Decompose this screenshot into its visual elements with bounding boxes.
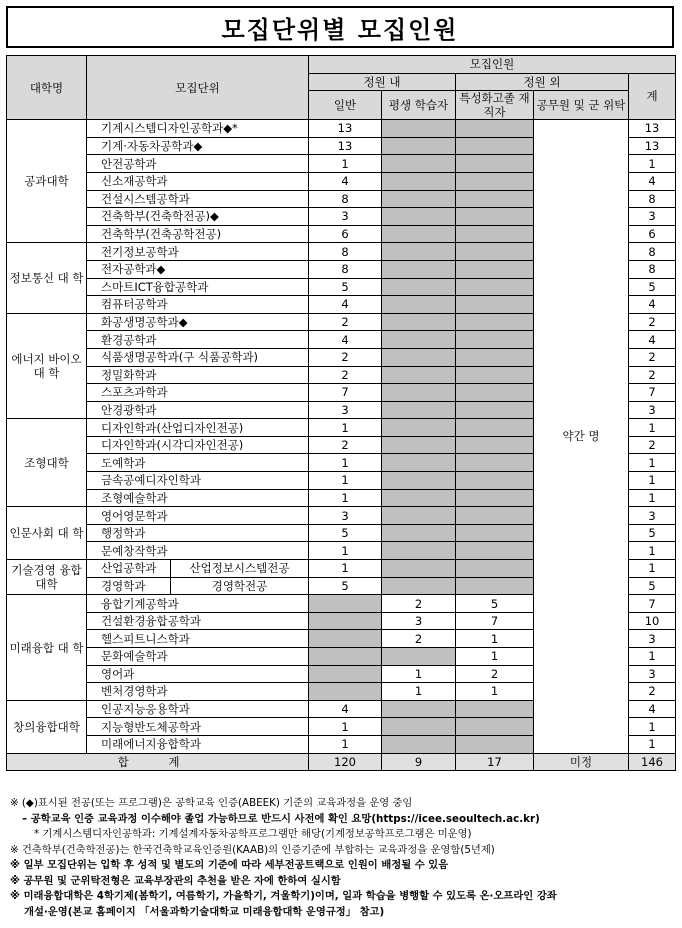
cell-general: 13 (309, 137, 382, 155)
cell-special: 2 (456, 665, 534, 683)
notes (10, 796, 676, 920)
cell-lifelong (382, 735, 456, 753)
cell-total: 1 (629, 489, 676, 507)
cell-special: 5 (456, 595, 534, 613)
cell-general: 4 (309, 700, 382, 718)
cell-total: 1 (629, 560, 676, 578)
cell-special (456, 313, 534, 331)
cell-general: 8 (309, 243, 382, 261)
header-outside: 정원 외 (456, 73, 629, 91)
univ-name: 기술경영 융합대학 (7, 560, 87, 595)
cell-special (456, 735, 534, 753)
cell-total: 3 (629, 665, 676, 683)
cell-lifelong (382, 419, 456, 437)
cell-special (456, 524, 534, 542)
dept-name: 융합기계공학과 (87, 595, 309, 613)
cell-general: 5 (309, 278, 382, 296)
cell-special (456, 278, 534, 296)
cell-special (456, 436, 534, 454)
dept-name: 건설시스템공학과 (87, 190, 309, 208)
dept-name: 미래에너지융합학과 (87, 735, 309, 753)
total-label: 합 계 (7, 753, 309, 771)
univ-name: 미래융합 대 학 (7, 595, 87, 701)
cell-lifelong (382, 348, 456, 366)
header-recruit: 모집인원 (309, 56, 676, 74)
cell-general: 1 (309, 542, 382, 560)
header-special: 특성화고졸 재직자 (456, 91, 534, 120)
cell-total: 3 (629, 507, 676, 525)
cell-total: 8 (629, 260, 676, 278)
cell-general (309, 683, 382, 701)
cell-lifelong (382, 524, 456, 542)
cell-special (456, 120, 534, 138)
cell-total: 7 (629, 384, 676, 402)
dept-name: 환경공학과 (87, 331, 309, 349)
cell-lifelong (382, 137, 456, 155)
dept-name: 건설환경융합공학과 (87, 612, 309, 630)
cell-lifelong (382, 331, 456, 349)
total-general: 120 (309, 753, 382, 771)
cell-lifelong (382, 577, 456, 595)
cell-special (456, 507, 534, 525)
dept-name: 건축학부(건축학전공)◆ (87, 208, 309, 226)
cell-lifelong (382, 366, 456, 384)
cell-special (456, 577, 534, 595)
cell-general (309, 630, 382, 648)
total-lifelong: 9 (382, 753, 456, 771)
dept-name: 도예학과 (87, 454, 309, 472)
cell-lifelong (382, 472, 456, 490)
univ-name: 정보통신 대 학 (7, 243, 87, 313)
cell-general: 1 (309, 454, 382, 472)
cell-general: 6 (309, 225, 382, 243)
cell-total: 5 (629, 278, 676, 296)
cell-special (456, 331, 534, 349)
cell-lifelong (382, 648, 456, 666)
cell-general: 2 (309, 348, 382, 366)
cell-general: 1 (309, 472, 382, 490)
cell-total: 4 (629, 700, 676, 718)
cell-total: 2 (629, 366, 676, 384)
cell-special: 7 (456, 612, 534, 630)
dept-name: 벤처경영학과 (87, 683, 309, 701)
cell-general: 7 (309, 384, 382, 402)
dept-name: 지능형반도체공학과 (87, 718, 309, 736)
table-body (7, 120, 676, 753)
cell-general: 2 (309, 366, 382, 384)
dept-name: 스포츠과학과 (87, 384, 309, 402)
header-within: 정원 내 (309, 73, 456, 91)
cell-special (456, 225, 534, 243)
cell-lifelong: 1 (382, 665, 456, 683)
cell-lifelong (382, 560, 456, 578)
cell-lifelong (382, 278, 456, 296)
cell-general: 5 (309, 577, 382, 595)
cell-general: 4 (309, 172, 382, 190)
dept-name: 디자인학과(산업디자인전공) (87, 419, 309, 437)
dept-name: 정밀화학과 (87, 366, 309, 384)
dept-major: 산업정보시스템전공 (171, 560, 309, 578)
recruitment-table (6, 55, 676, 771)
cell-special (456, 700, 534, 718)
note-future-cont: 개설·운영(본교 홈페이지 「서울과학기술대학교 미래융합대학 운영규정」 참고) (24, 905, 385, 918)
dept-name: 화공생명공학과◆ (87, 313, 309, 331)
cell-lifelong (382, 172, 456, 190)
dept-name: 스마트ICT융합공학과 (87, 278, 309, 296)
cell-total: 1 (629, 472, 676, 490)
dept-name: 행정학과 (87, 524, 309, 542)
cell-general: 3 (309, 507, 382, 525)
total-civil: 미정 (534, 753, 629, 771)
cell-total: 3 (629, 208, 676, 226)
dept-name: 영어영문학과 (87, 507, 309, 525)
cell-general: 8 (309, 260, 382, 278)
cell-general: 1 (309, 560, 382, 578)
dept-name: 산업공학과 (87, 560, 171, 578)
dept-name: 전자공학과◆ (87, 260, 309, 278)
note-abeek: ※ (◆)표시된 전공(또는 프로그램)은 공학교육 인증(ABEEK) 기준의 교육과정을 운영 중임 (10, 797, 413, 809)
header-univ: 대학명 (7, 56, 87, 120)
cell-total: 8 (629, 190, 676, 208)
cell-total: 2 (629, 683, 676, 701)
header-civil: 공무원 및 군 위탁 (534, 91, 629, 120)
cell-special (456, 208, 534, 226)
dept-name: 안경광학과 (87, 401, 309, 419)
cell-lifelong (382, 454, 456, 472)
dept-major: 경영학전공 (171, 577, 309, 595)
cell-total: 1 (629, 419, 676, 437)
cell-special: 1 (456, 683, 534, 701)
cell-total: 1 (629, 155, 676, 173)
cell-special (456, 137, 534, 155)
cell-lifelong (382, 225, 456, 243)
header-lifelong: 평생 학습자 (382, 91, 456, 120)
cell-lifelong (382, 401, 456, 419)
univ-name: 창의융합대학 (7, 700, 87, 753)
cell-lifelong (382, 260, 456, 278)
cell-total: 1 (629, 454, 676, 472)
cell-total: 7 (629, 595, 676, 613)
cell-total: 2 (629, 313, 676, 331)
dept-name: 디자인학과(시각디자인전공) (87, 436, 309, 454)
univ-name: 조형대학 (7, 419, 87, 507)
dept-name: 경영학과 (87, 577, 171, 595)
cell-total: 6 (629, 225, 676, 243)
cell-general (309, 595, 382, 613)
cell-total: 1 (629, 735, 676, 753)
cell-total: 1 (629, 648, 676, 666)
dept-name: 조형예술학과 (87, 489, 309, 507)
dept-name: 금속공예디자인학과 (87, 472, 309, 490)
cell-total: 4 (629, 296, 676, 314)
header-total: 계 (629, 73, 676, 120)
cell-general: 1 (309, 735, 382, 753)
cell-special (456, 454, 534, 472)
cell-lifelong: 1 (382, 683, 456, 701)
cell-total: 5 (629, 524, 676, 542)
cell-lifelong (382, 190, 456, 208)
cell-lifelong (382, 436, 456, 454)
cell-special (456, 401, 534, 419)
dept-name: 신소재공학과 (87, 172, 309, 190)
cell-general: 2 (309, 313, 382, 331)
table-row (7, 120, 676, 138)
dept-name: 컴퓨터공학과 (87, 296, 309, 314)
dept-name: 영어과 (87, 665, 309, 683)
cell-general: 1 (309, 489, 382, 507)
cell-general: 1 (309, 419, 382, 437)
cell-general: 3 (309, 208, 382, 226)
cell-total: 13 (629, 120, 676, 138)
cell-general (309, 665, 382, 683)
cell-total: 3 (629, 401, 676, 419)
cell-special (456, 489, 534, 507)
cell-general: 8 (309, 190, 382, 208)
cell-special (456, 260, 534, 278)
cell-general: 1 (309, 155, 382, 173)
total-special: 17 (456, 753, 534, 771)
univ-name: 인문사회 대 학 (7, 507, 87, 560)
note-mech: * 기계시스템디자인공학과: 기계설계자동차공학프로그램만 해당(기계정보공학프로그램은 미운영) (34, 828, 472, 840)
header-unit: 모집단위 (87, 56, 309, 120)
civil-cell: 약간 명 (534, 120, 629, 753)
cell-lifelong (382, 313, 456, 331)
cell-general: 13 (309, 120, 382, 138)
cell-total: 3 (629, 630, 676, 648)
cell-general: 4 (309, 331, 382, 349)
univ-name: 에너지 바이오 대 학 (7, 313, 87, 419)
cell-general: 1 (309, 718, 382, 736)
cell-special (456, 718, 534, 736)
cell-general (309, 612, 382, 630)
cell-lifelong (382, 243, 456, 261)
cell-special (456, 348, 534, 366)
cell-lifelong (382, 120, 456, 138)
cell-total: 10 (629, 612, 676, 630)
cell-lifelong: 2 (382, 630, 456, 648)
dept-name: 기계·자동차공학과◆ (87, 137, 309, 155)
dept-name: 건축학부(건축공학전공) (87, 225, 309, 243)
dept-name: 인공지능응용학과 (87, 700, 309, 718)
cell-total: 2 (629, 348, 676, 366)
cell-lifelong (382, 718, 456, 736)
cell-general: 3 (309, 401, 382, 419)
dept-name: 헬스피트니스학과 (87, 630, 309, 648)
cell-lifelong (382, 489, 456, 507)
univ-name: 공과대학 (7, 120, 87, 243)
cell-special (456, 296, 534, 314)
cell-special (456, 172, 534, 190)
cell-special (456, 243, 534, 261)
cell-lifelong (382, 296, 456, 314)
cell-special (456, 419, 534, 437)
cell-special (456, 190, 534, 208)
note-kaab: ※ 건축학부(건축학전공)는 한국건축학교육인증원(KAAB)의 인증기준에 부합하는 교육과정을 운영함(5년제) (10, 843, 495, 856)
dept-name: 문예창작학과 (87, 542, 309, 560)
dept-name: 식품생명공학과(구 식품공학과) (87, 348, 309, 366)
dept-name: 문화예술학과 (87, 648, 309, 666)
cell-lifelong (382, 700, 456, 718)
cell-lifelong: 2 (382, 595, 456, 613)
cell-special (456, 155, 534, 173)
cell-special: 1 (456, 630, 534, 648)
cell-total: 1 (629, 718, 676, 736)
cell-general: 5 (309, 524, 382, 542)
cell-lifelong: 3 (382, 612, 456, 630)
cell-lifelong (382, 507, 456, 525)
cell-special: 1 (456, 648, 534, 666)
total-row (7, 753, 676, 771)
cell-general: 2 (309, 436, 382, 454)
cell-total: 4 (629, 172, 676, 190)
header-general: 일반 (309, 91, 382, 120)
cell-total: 4 (629, 331, 676, 349)
cell-lifelong (382, 384, 456, 402)
cell-lifelong (382, 208, 456, 226)
cell-special (456, 560, 534, 578)
page-title: 모집단위별 모집인원 (6, 6, 674, 48)
cell-total: 13 (629, 137, 676, 155)
cell-total: 8 (629, 243, 676, 261)
cell-special (456, 542, 534, 560)
cell-general: 4 (309, 296, 382, 314)
dept-name: 안전공학과 (87, 155, 309, 173)
note-track: ※ 일부 모집단위는 입학 후 성적 및 별도의 기준에 따라 세부전공트랙으로 인원이 배정될 수 있음 (10, 859, 449, 871)
note-civil: ※ 공무원 및 군위탁전형은 교육부장관의 추천을 받은 자에 한하여 실시함 (10, 874, 341, 887)
note-abeek-detail: – 공학교육 인증 교육과정 이수해야 졸업 가능하므로 반드시 사전에 확인 요망(https://icee.seoultech.ac.kr) (22, 812, 540, 825)
cell-special (456, 366, 534, 384)
cell-total: 1 (629, 542, 676, 560)
cell-special (456, 472, 534, 490)
note-future: ※ 미래융합대학은 4학기제(봄학기, 여름학기, 가을학기, 겨울학기)이며, 일과 학습을 병행할 수 있도록 온·오프라인 강좌 (10, 890, 557, 902)
cell-lifelong (382, 155, 456, 173)
cell-lifelong (382, 542, 456, 560)
cell-special (456, 384, 534, 402)
cell-general (309, 648, 382, 666)
dept-name: 전기정보공학과 (87, 243, 309, 261)
dept-name: 기계시스템디자인공학과◆* (87, 120, 309, 138)
cell-total: 5 (629, 577, 676, 595)
cell-total: 2 (629, 436, 676, 454)
total-sum: 146 (629, 753, 676, 771)
